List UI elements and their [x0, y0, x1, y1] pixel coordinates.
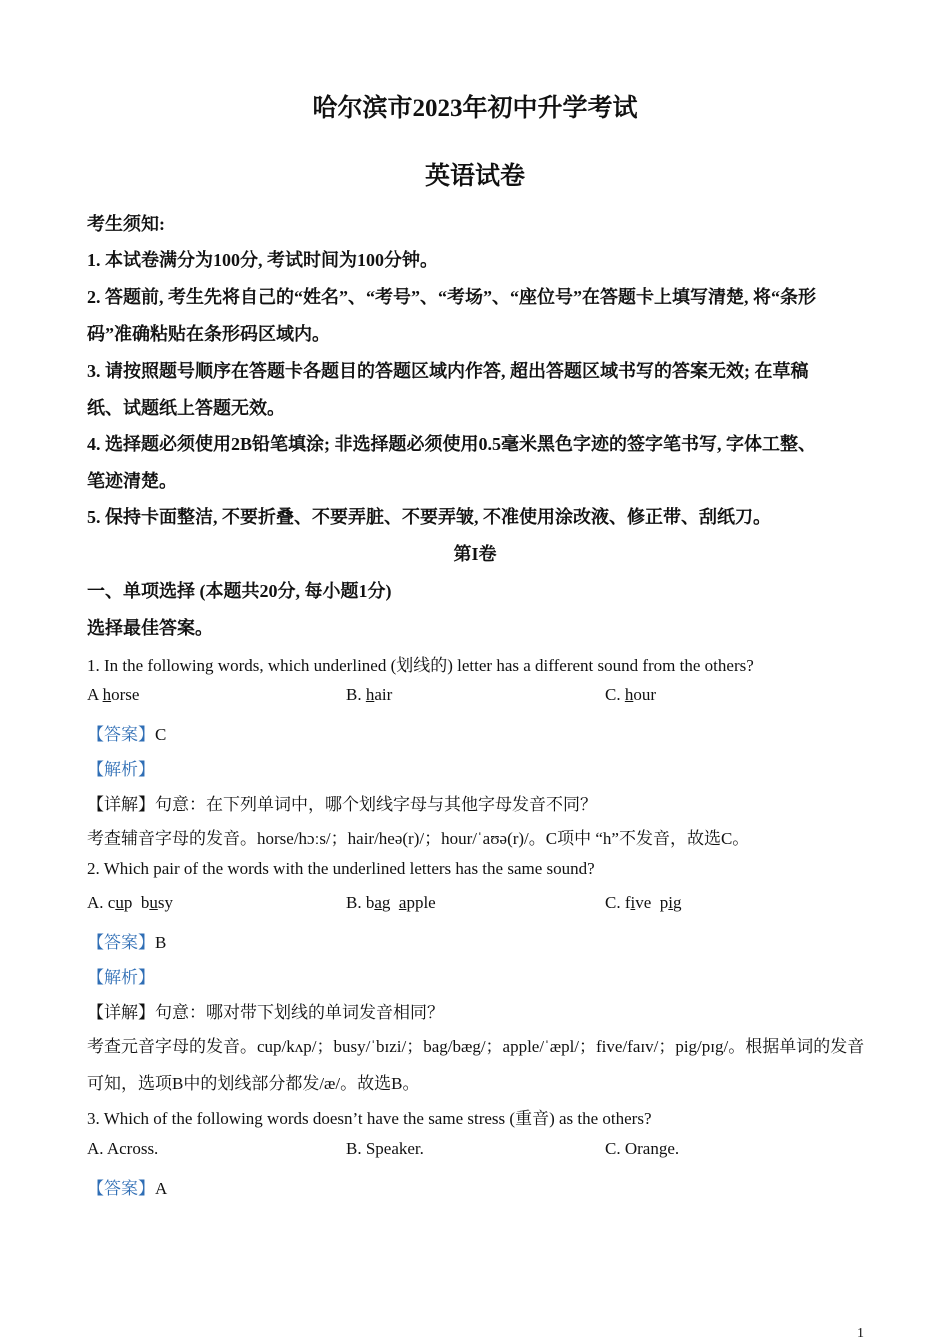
instruction-line: 5. 保持卡面整洁, 不要折叠、不要弄脏、不要弄皱, 不准使用涂改液、修正带、刮纸刀。 — [87, 507, 771, 527]
question-stem: 2. Which pair of the words with the underlined letters has the same sound? — [87, 859, 595, 878]
option-c: C. hour — [605, 685, 657, 704]
instruction-line: 2. 答题前, 考生先将自己的“姓名”、“考号”、“考场”、“座位号”在答题卡上填写清楚, 将“条形 — [87, 287, 816, 307]
option-b: B. Speaker. — [346, 1139, 424, 1158]
explanation-line: 可知，选项B中的划线部分都发/æ/。故选B。 — [87, 1074, 420, 1093]
directions: 选择最佳答案。 — [87, 618, 213, 638]
instruction-line: 码”准确粘贴在条形码区域内。 — [87, 324, 330, 344]
volume-label: 第I卷 — [453, 544, 497, 564]
question-stem: 1. In the following words, which underlined (划线的) letter has a different sound from the others? — [87, 656, 754, 675]
exam-title: 哈尔滨市2023年初中升学考试 — [312, 95, 638, 122]
question-stem: 3. Which of the following words doesn’t have the same stress (重音) as the others? — [87, 1109, 652, 1128]
analysis-label: 【解析】 — [87, 760, 155, 779]
analysis-label: 【解析】 — [87, 968, 155, 987]
option-a: A horse — [87, 685, 140, 704]
option-a: A. Across. — [87, 1139, 159, 1158]
instruction-line: 4. 选择题必须使用2B铅笔填涂; 非选择题必须使用0.5毫米黑色字迹的签字笔书写, 字体工整、 — [87, 434, 816, 454]
part-heading: 一、单项选择 (本题共20分, 每小题1分) — [87, 581, 392, 601]
option-c: C. five pig — [605, 893, 682, 912]
detail-line: 【详解】句意：哪对带下划线的单词发音相同？ — [87, 1003, 444, 1022]
instruction-line: 1. 本试卷满分为100分, 考试时间为100分钟。 — [87, 250, 438, 270]
answer-line: 【答案】A — [87, 1179, 168, 1198]
page-number: 1 — [857, 1326, 864, 1341]
option-b: B. hair — [346, 685, 393, 704]
exam-subtitle: 英语试卷 — [424, 163, 525, 190]
explanation-line: 考查元音字母的发音。cup/kʌp/；busy/ˈbɪzi/；bag/bæg/；apple/ˈæpl/；five/faɪv/；pig/pɪg/。根据单词的发音 — [87, 1037, 865, 1056]
instruction-line: 3. 请按照题号顺序在答题卡各题目的答题区域内作答, 超出答题区域书写的答案无效; 在草稿 — [87, 361, 809, 381]
instructions-heading: 考生须知: — [87, 214, 165, 234]
detail-line: 【详解】句意：在下列单词中，哪个划线字母与其他字母发音不同？ — [87, 795, 597, 814]
instruction-line: 笔迹清楚。 — [87, 471, 177, 491]
answer-line: 【答案】B — [87, 933, 167, 952]
answer-line: 【答案】C — [87, 725, 167, 744]
instruction-line: 纸、试题纸上答题无效。 — [87, 398, 285, 418]
option-b: B. bag apple — [346, 893, 436, 912]
option-c: C. Orange. — [605, 1139, 680, 1158]
explanation-line: 考查辅音字母的发音。horse/hɔːs/；hair/heə(r)/；hour/ˈaʊə(r)/。C项中 “h”不发音，故选C。 — [87, 829, 750, 848]
option-a: A. cup busy — [87, 893, 173, 912]
